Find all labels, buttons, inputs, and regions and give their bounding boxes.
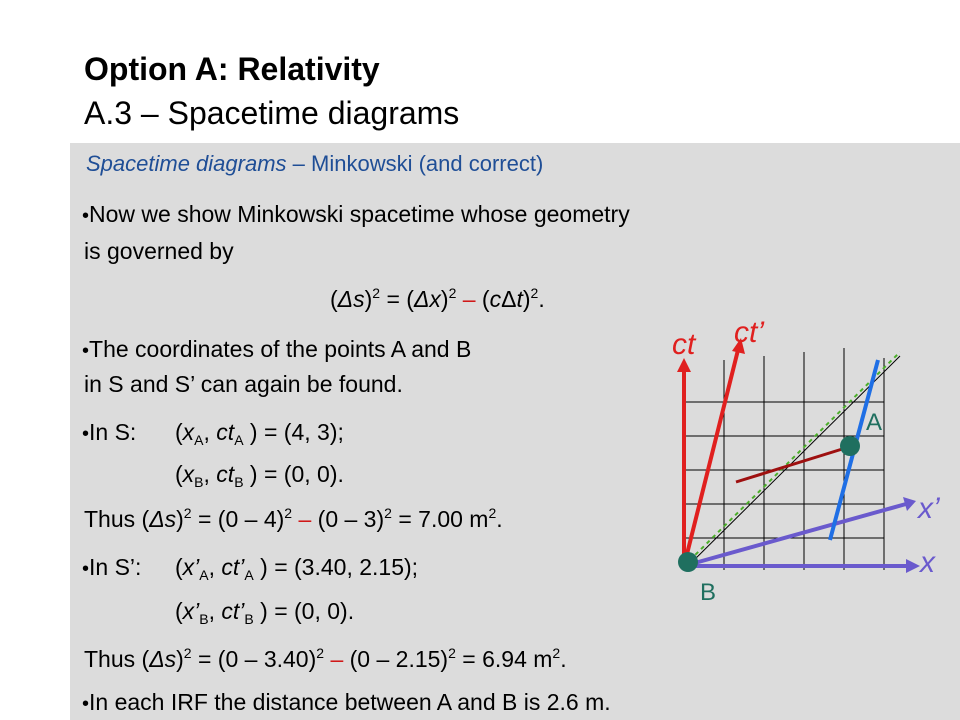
interval-equation: $(\Delta s)^2 = (\Delta x)^2 - (c\Delta t)^2$. <box>330 285 545 312</box>
point-a-marker <box>840 436 860 456</box>
s-prime-coordinates-a: ($x’_A$, $ct’_A$ ) = (3.40, 2.15); <box>175 554 419 583</box>
bullet: • <box>82 340 90 362</box>
paragraph-1-line-2: is governed by <box>84 238 234 264</box>
bullet: • <box>82 205 90 227</box>
section-heading <box>86 150 543 178</box>
x-axis-label: x <box>920 546 935 579</box>
x-axis-arrow <box>906 559 920 573</box>
slide-subtitle: A.3 – Spacetime diagrams <box>84 95 460 131</box>
ct-axis-label: ct <box>672 328 696 361</box>
paragraph-1-line-1 <box>82 200 630 230</box>
slide-title: Option A: Relativity <box>84 51 380 87</box>
point-b-marker <box>678 552 698 572</box>
s-prime-interval: Thus $(\Delta s)^2 = (0 - 3.40)^2 - (0 - 2.15)^2 = 6.94$ $m^2$. <box>84 645 567 672</box>
section-heading-plain: – Minkowski (and correct) <box>286 151 544 176</box>
paragraph-3-text-a: The coordinates of the points A and B <box>89 336 472 362</box>
bullet: • <box>82 423 90 445</box>
paragraph-3-line-2: in S and S’ can again be found. <box>84 371 403 397</box>
point-a-label: A <box>866 409 883 436</box>
simultaneity-line <box>736 446 852 482</box>
s-interval: Thus $(\Delta s)^2 = (0 - 4)^2 - (0 - 3)^2 = 7.00$ $m^2$. <box>84 505 503 532</box>
in-s-prime-label: In S’: <box>89 554 142 580</box>
ct-prime-axis-label: ct’ <box>734 316 764 349</box>
conclusion-text: In each IRF the distance between A and B is 2.6 m. <box>89 689 611 715</box>
bullet: • <box>82 558 90 580</box>
s-coordinates-a: ($x_A$, $ct_A$ ) = (4, 3); <box>175 419 344 448</box>
ct-prime-axis <box>684 350 738 566</box>
in-s-label: In S: <box>89 419 137 445</box>
bullet: • <box>82 693 90 715</box>
spacetime-diagram <box>620 310 960 600</box>
x-prime-axis-label: x’ <box>918 492 940 525</box>
conclusion-line <box>82 688 611 718</box>
in-s-prime-line <box>82 553 141 583</box>
in-s-line <box>82 418 136 448</box>
paragraph-3-line-1 <box>82 335 471 365</box>
section-heading-italic: Spacetime diagrams <box>86 151 287 176</box>
point-b-label: B <box>700 579 717 600</box>
s-prime-coordinates-b: ($x’_B$, $ct’_B$ ) = (0, 0). <box>175 598 355 627</box>
x-prime-axis <box>684 504 906 566</box>
s-coordinates-b: ($x_B$, $ct_B$ ) = (0, 0). <box>175 461 344 490</box>
paragraph-1-text-a: Now we show Minkowski spacetime whose geometry <box>89 201 630 227</box>
